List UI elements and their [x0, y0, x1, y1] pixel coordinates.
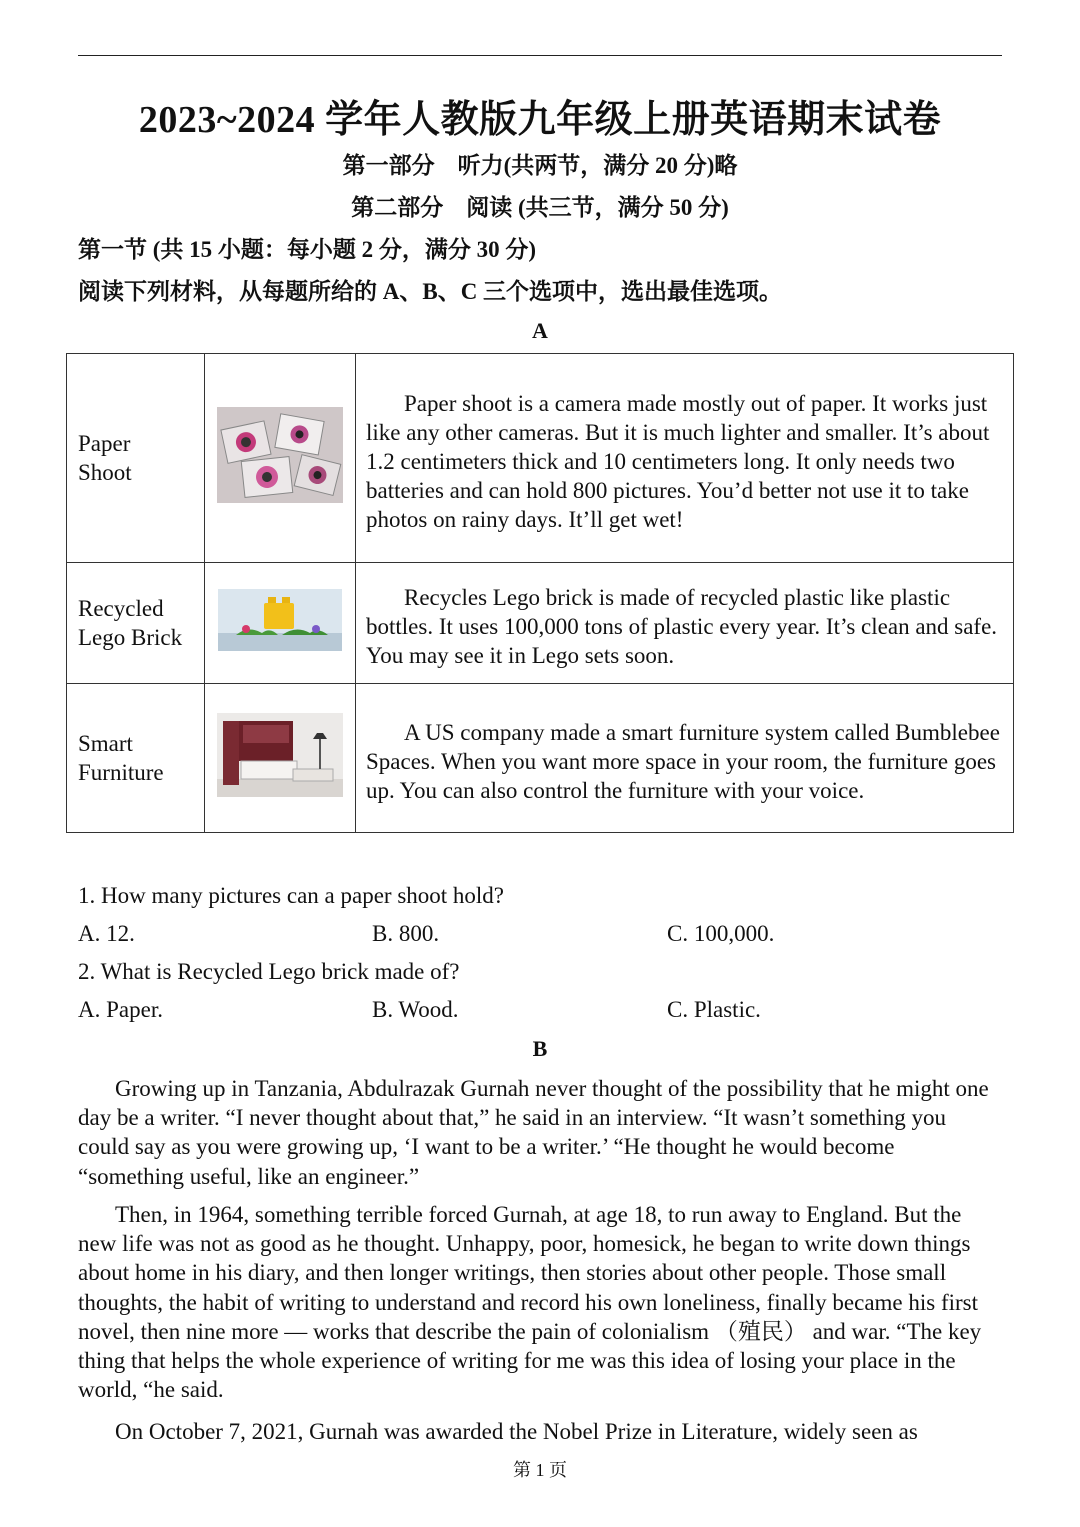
- question-stem: 2. What is Recycled Lego brick made of?: [78, 959, 460, 984]
- passage-a-letter: A: [532, 318, 548, 343]
- item-name-cell: [67, 563, 205, 684]
- item-name: Paper: [78, 431, 131, 456]
- option-b: B. Wood.: [372, 997, 459, 1022]
- item-description: Recycles Lego brick is made of recycled plastic like plastic bottles. It uses 100,000 tons of plastic every year. It’s clean and safe. You may see it in Lego sets soon.: [356, 563, 1014, 684]
- item-name-cell: [67, 684, 205, 833]
- item-description: Paper shoot is a camera made mostly out of paper. It works just like any other cameras. But it is much lighter and smaller. It’s about 1.2 centimeters thick and 10 centimeters long. It only needs two batteries and can hold 800 pictures. You’d better not use it to take photos on rainy days. It’ll get wet!: [356, 354, 1014, 563]
- paper-cameras-photo: [217, 407, 343, 503]
- table-row: [67, 354, 1014, 563]
- option-b: B. 800.: [372, 921, 440, 946]
- passage-b-paragraph: Then, in 1964, something terrible forced Gurnah, at age 18, to run away to England. But the new life was not as good as he thought. Unhappy, poor, homesick, he began to write down things about home in his diary, and then longer writings, then stories about other people. Those small thoughts, the habit of writing to understand and record his own loneliness, finally became his first novel, then nine more — works that describe the pain of colonialism （殖民） and war. “The key thing that helps the whole experience of writing for me was this idea of losing your place in the world, “he said.: [78, 1202, 982, 1403]
- item-description: A US company made a smart furniture system called Bumblebee Spaces. When you want more space in your room, the furniture goes up. You can also control the furniture with your voice.: [356, 684, 1014, 833]
- table-row: [67, 563, 1014, 684]
- item-name: Lego Brick: [78, 625, 183, 650]
- page-number: 第 1 页: [513, 1460, 567, 1480]
- item-image-cell: [205, 354, 356, 563]
- item-image-cell: [205, 684, 356, 833]
- item-name-cell: [67, 354, 205, 563]
- part-two-heading: 第二部分 阅读 (共三节，满分 50 分): [351, 195, 729, 220]
- item-name: Recycled: [78, 596, 164, 621]
- item-name: Furniture: [78, 760, 164, 785]
- header-rule: [78, 55, 1002, 56]
- instruction-text: 阅读下列材料，从每题所给的 A、B、C 三个选项中，选出最佳选项。: [78, 279, 783, 304]
- passage-b-letter: B: [532, 1036, 548, 1061]
- option-a: A. 12.: [78, 921, 135, 946]
- lego-brick-photo: [218, 589, 342, 651]
- passage-b-paragraph: Growing up in Tanzania, Abdulrazak Gurnah never thought of the possibility that he might one day be a writer. “I never thought about that,” he said in an interview. “It wasn’t something you could say as you were growing up, ‘I want to be a writer.’ “He thought he would become “something useful, like an engineer.”: [78, 1076, 989, 1189]
- item-image-cell: [205, 563, 356, 684]
- item-name: Shoot: [78, 460, 132, 485]
- table-row: [67, 684, 1014, 833]
- section-one-heading: 第一节 (共 15 小题：每小题 2 分，满分 30 分): [78, 237, 537, 262]
- passage-b-paragraph: On October 7, 2021, Gurnah was awarded the Nobel Prize in Literature, widely seen as: [115, 1419, 918, 1444]
- smart-furniture-photo: [217, 713, 343, 797]
- exam-title: 2023~2024 学年人教版九年级上册英语期末试卷: [138, 99, 942, 141]
- part-one-heading: 第一部分 听力(共两节，满分 20 分)略: [342, 153, 738, 178]
- question-stem: 1. How many pictures can a paper shoot hold?: [78, 883, 505, 908]
- item-name: Smart: [78, 731, 133, 756]
- option-c: C. Plastic.: [667, 997, 761, 1022]
- option-c: C. 100,000.: [667, 921, 775, 946]
- option-a: A. Paper.: [78, 997, 163, 1022]
- passage-a-table: [66, 353, 1014, 833]
